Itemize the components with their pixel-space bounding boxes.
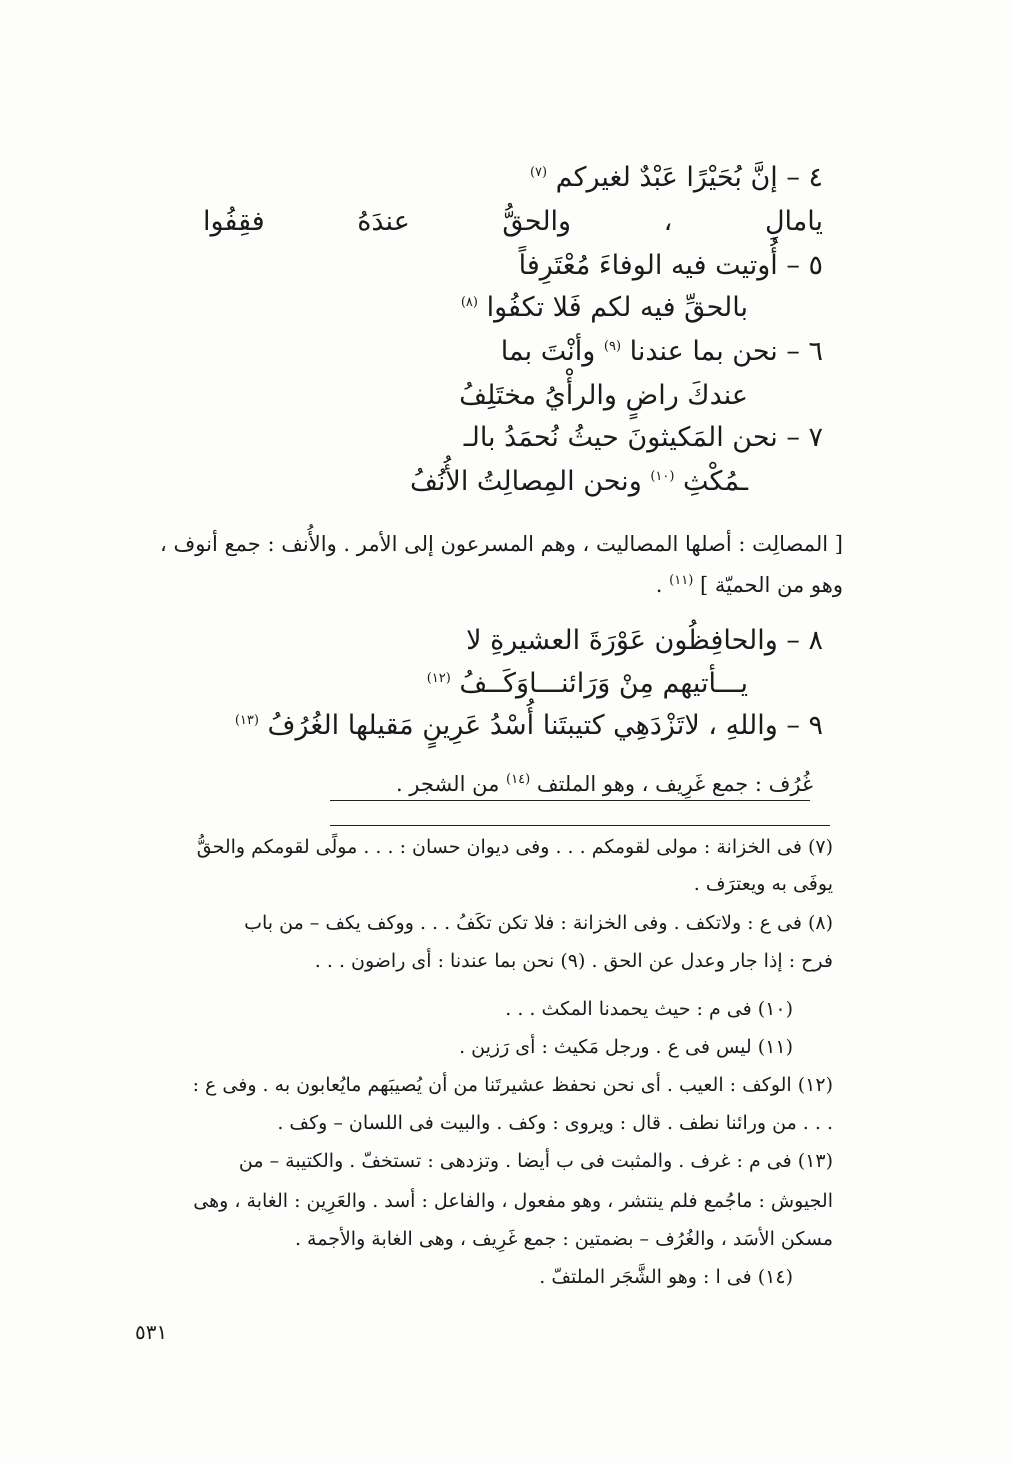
- verse-5-line-1: [519, 250, 823, 281]
- verse-9-number: ٩ –: [786, 710, 823, 741]
- gloss-2: [396, 772, 813, 796]
- footnote-13-text: (١٣) فى م : غرف . والمثبت فى ب أيضا . وتزدهى : تستخفّ . والكتيبة – من: [238, 1150, 833, 1172]
- gloss-underline: [330, 800, 810, 801]
- verse-4-number: ٤ –: [786, 162, 823, 193]
- verse-5-line-2-text: بالحقِّ فيه لكم فَلا تكفُوا: [486, 292, 748, 323]
- footnote-14-text: (١٤) فى ا : وهو الشَّجَر الملتفّ .: [539, 1266, 793, 1288]
- verse-6-text: نحن بما عندنا: [629, 336, 778, 367]
- footnote-12-line-2: [277, 1112, 833, 1134]
- verse-5-line-2: [461, 292, 748, 323]
- footnote-12-text-cont: . . . من ورائنا نطف . قال : ويروى : وكف . والبيت فى اللسان – وكف .: [277, 1112, 833, 1134]
- footnote-7-text: (٧) فى الخزانة : مولى لقومكم . . . وفى ديوان حسان : . . . مولًى لقومكم والحقُّ: [196, 836, 833, 858]
- verse-4-line-1: [530, 162, 823, 193]
- footnote-ref-13: (١٣): [234, 713, 259, 728]
- footnote-11-text: (١١) ليس فى ع . ورجل مَكيث : أى رَزين .: [459, 1036, 793, 1058]
- verse-5-text: أُوتيت فيه الوفاءَ مُعْتَرِفاً: [518, 250, 778, 281]
- footnote-13-line-3: [295, 1228, 833, 1250]
- verse-4-text: إنَّ بُحَيْرًا عَبْدٌ لغيركم: [555, 162, 778, 193]
- footnote-7-text-cont: يوفَى به ويعترَف .: [693, 873, 833, 895]
- verse-5-number: ٥ –: [786, 250, 823, 281]
- footnote-13-line-2: [193, 1190, 833, 1212]
- verse-8-line-2: [427, 668, 748, 699]
- verse-6-line-2: [459, 380, 748, 411]
- verse-6-line-1: [501, 336, 823, 367]
- footnote-ref-14: (١٤): [506, 772, 531, 787]
- gloss-2-end: من الشجر .: [395, 772, 500, 796]
- gloss-2-text: غُرُف : جمع غَرِيف ، وهو الملتف: [536, 772, 813, 796]
- verse-8-line-2-text: يـــأتيهم مِنْ وَرَائنـــاوَكَــفُ: [459, 668, 748, 699]
- gloss-1-line-1: [160, 532, 843, 556]
- verse-4-line-2-text: يامالِ ، والحقُّ عندَهُ فقِفُوا: [203, 206, 823, 237]
- footnote-ref-7: (٧): [529, 165, 548, 180]
- gloss-1-end: .: [655, 573, 663, 597]
- gloss-1-line-2: [656, 573, 843, 597]
- footnotes-separator: [330, 825, 830, 826]
- verse-7-line-2b: ونحن المِصالِتُ الأُنُفُ: [409, 466, 642, 497]
- verse-7-line-1: [464, 422, 823, 453]
- footnote-8-line-2: [315, 950, 833, 972]
- footnote-ref-12: (١٢): [426, 671, 451, 686]
- verse-8-number: ٨ –: [786, 625, 823, 656]
- footnote-8-line-1: [244, 912, 833, 934]
- verse-4-line-2: [203, 206, 823, 237]
- footnote-13-text-cont: الجيوش : ماجُمع فلم ينتشر ، وهو مفعول ، والفاعل : أسد . والعَرِين : الغابة ، وهى: [193, 1190, 833, 1212]
- footnote-8-9-text: فرح : إذا جار وعدل عن الحق . (٩) نحن بما عندنا : أى راضون . . .: [314, 950, 833, 972]
- verse-8-line-1: [466, 625, 823, 656]
- footnote-ref-9: (٩): [603, 339, 622, 354]
- footnote-13-line-1: [239, 1150, 833, 1172]
- verse-6-text-b: وأنْتَ بما: [500, 336, 596, 367]
- footnote-12-text: (١٢) الوكف : العيب . أى نحن نحفظ عشيرتَنا من أن يُصيبَهم مايُعابون به . وفى ع :: [192, 1074, 833, 1096]
- footnote-14: [539, 1266, 793, 1288]
- footnote-12-line-1: [193, 1074, 833, 1096]
- verse-7-text: نحن المَكيثونَ حيثُ نُحمَدُ بالـ: [463, 422, 778, 453]
- footnote-ref-10: (١٠): [650, 469, 675, 484]
- verse-7-line-2a: ـمُكْثِ: [683, 466, 748, 497]
- verse-7-number: ٧ –: [786, 422, 823, 453]
- gloss-1-line-2-text: وهو من الحميّة ]: [699, 573, 843, 597]
- footnote-8-text: (٨) فى ع : ولاتكف . وفى الخزانة : فلا تكن تكَفُ . . . ووكف يكف – من باب: [244, 912, 833, 934]
- footnote-10-text: (١٠) فى م : حيث يحمدنا المكث . . .: [505, 998, 793, 1020]
- gloss-1-line-1-text: [ المصالِت : أصلها المصاليت ، وهم المسرعون إلى الأمر . والأُنف : جمع أنوف ،: [160, 532, 843, 556]
- footnote-ref-11: (١١): [669, 573, 694, 588]
- verse-8-text: والحافِظُون عَوْرَةَ العشيرةِ لا: [466, 625, 778, 656]
- page-number: ٥٣١: [135, 1320, 168, 1344]
- footnote-13-text-cont2: مسكن الأسَد ، والغُرُف – بضمتين : جمع غَرِيف ، وهى الغابة والأجمة .: [294, 1228, 833, 1250]
- verse-6-line-2-text: عندكَ راضٍ والرأْيُ مختَلِفُ: [459, 380, 748, 411]
- footnote-7-line-1: [197, 836, 833, 858]
- verse-6-number: ٦ –: [786, 336, 823, 367]
- verse-9-text: واللهِ ، لاتَزْدَهِي كتيبتَنا أُسْدُ عَرِينٍ مَقيلها الغُرُفُ: [267, 710, 778, 741]
- verse-7-line-2: [410, 466, 748, 497]
- footnote-ref-8: (٨): [460, 295, 478, 310]
- footnote-11: [459, 1036, 793, 1058]
- footnote-10: [505, 998, 793, 1020]
- verse-9-line-1: [235, 710, 823, 741]
- footnote-7-line-2: [694, 873, 833, 895]
